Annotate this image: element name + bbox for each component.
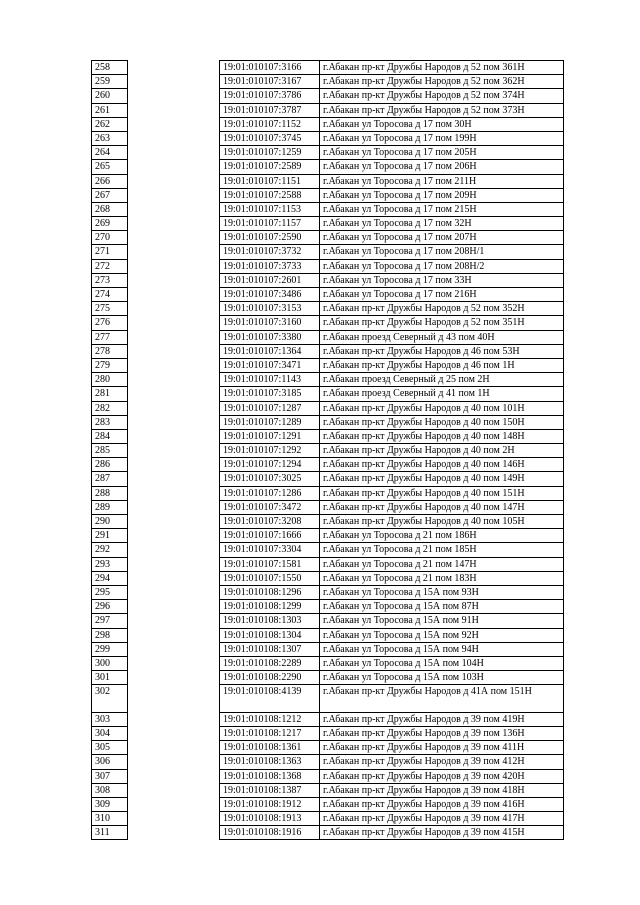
row-number-cell: 301 xyxy=(92,671,128,685)
row-number-cell: 258 xyxy=(92,61,128,75)
address-cell: г.Абакан ул Торосова д 21 пом 185Н xyxy=(320,543,564,557)
table-row xyxy=(92,103,564,117)
address-cell: г.Абакан ул Торосова д 17 пом 211Н xyxy=(320,174,564,188)
cadastral-number-cell: 19:01:010107:3745 xyxy=(220,131,320,145)
row-number-cell: 272 xyxy=(92,259,128,273)
table-row xyxy=(92,302,564,316)
table-row xyxy=(92,741,564,755)
address-cell: г.Абакан ул Торосова д 15А пом 93Н xyxy=(320,585,564,599)
row-number-cell: 275 xyxy=(92,302,128,316)
row-number-cell: 293 xyxy=(92,557,128,571)
row-number-cell: 310 xyxy=(92,812,128,826)
table-row xyxy=(92,316,564,330)
row-number-cell: 287 xyxy=(92,472,128,486)
table-row xyxy=(92,387,564,401)
empty-cell xyxy=(128,75,220,89)
row-number-cell: 267 xyxy=(92,188,128,202)
row-number-cell: 274 xyxy=(92,288,128,302)
address-cell: г.Абакан ул Торосова д 15А пом 104Н xyxy=(320,656,564,670)
row-number-cell: 311 xyxy=(92,826,128,840)
cadastral-number-cell: 19:01:010108:1368 xyxy=(220,769,320,783)
address-cell: г.Абакан пр-кт Дружбы Народов д 40 пом 105Н xyxy=(320,515,564,529)
cadastral-number-cell: 19:01:010107:3304 xyxy=(220,543,320,557)
address-cell: г.Абакан пр-кт Дружбы Народов д 52 пом 362Н xyxy=(320,75,564,89)
empty-cell xyxy=(128,131,220,145)
empty-cell xyxy=(128,642,220,656)
cadastral-number-cell: 19:01:010108:1307 xyxy=(220,642,320,656)
address-cell: г.Абакан пр-кт Дружбы Народов д 41А пом 151Н xyxy=(320,685,564,713)
address-cell: г.Абакан пр-кт Дружбы Народов д 39 пом 416Н xyxy=(320,797,564,811)
cadastral-number-cell: 19:01:010108:1296 xyxy=(220,585,320,599)
empty-cell xyxy=(128,529,220,543)
table-row xyxy=(92,557,564,571)
address-cell: г.Абакан ул Торосова д 17 пом 199Н xyxy=(320,131,564,145)
row-number-cell: 266 xyxy=(92,174,128,188)
row-number-cell: 304 xyxy=(92,726,128,740)
empty-cell xyxy=(128,472,220,486)
address-cell: г.Абакан ул Торосова д 21 пом 183Н xyxy=(320,571,564,585)
address-cell: г.Абакан ул Торосова д 17 пом 215Н xyxy=(320,202,564,216)
address-cell: г.Абакан ул Торосова д 15А пом 103Н xyxy=(320,671,564,685)
row-number-cell: 296 xyxy=(92,600,128,614)
row-number-cell: 262 xyxy=(92,117,128,131)
empty-cell xyxy=(128,160,220,174)
empty-cell xyxy=(128,330,220,344)
address-cell: г.Абакан ул Торосова д 21 пом 186Н xyxy=(320,529,564,543)
table-row xyxy=(92,273,564,287)
table-row xyxy=(92,259,564,273)
table-row xyxy=(92,373,564,387)
row-number-cell: 261 xyxy=(92,103,128,117)
cadastral-number-cell: 19:01:010108:1912 xyxy=(220,797,320,811)
empty-cell xyxy=(128,288,220,302)
empty-cell xyxy=(128,769,220,783)
table-body xyxy=(92,61,564,840)
table-row xyxy=(92,217,564,231)
empty-cell xyxy=(128,117,220,131)
row-number-cell: 291 xyxy=(92,529,128,543)
address-cell: г.Абакан ул Торосова д 17 пом 209Н xyxy=(320,188,564,202)
empty-cell xyxy=(128,316,220,330)
table-row xyxy=(92,415,564,429)
cadastral-number-cell: 19:01:010107:1153 xyxy=(220,202,320,216)
address-cell: г.Абакан пр-кт Дружбы Народов д 39 пом 411Н xyxy=(320,741,564,755)
row-number-cell: 297 xyxy=(92,614,128,628)
cadastral-number-cell: 19:01:010107:1581 xyxy=(220,557,320,571)
table-row xyxy=(92,61,564,75)
address-cell: г.Абакан ул Торосова д 17 пом 208Н/1 xyxy=(320,245,564,259)
row-number-cell: 281 xyxy=(92,387,128,401)
table-row xyxy=(92,671,564,685)
table-row xyxy=(92,769,564,783)
empty-cell xyxy=(128,458,220,472)
row-number-cell: 279 xyxy=(92,358,128,372)
row-number-cell: 292 xyxy=(92,543,128,557)
address-cell: г.Абакан пр-кт Дружбы Народов д 40 пом 147Н xyxy=(320,500,564,514)
address-cell: г.Абакан пр-кт Дружбы Народов д 40 пом 2Н xyxy=(320,444,564,458)
empty-cell xyxy=(128,812,220,826)
row-number-cell: 302 xyxy=(92,685,128,713)
table-row xyxy=(92,401,564,415)
cadastral-number-cell: 19:01:010107:1152 xyxy=(220,117,320,131)
table-row xyxy=(92,174,564,188)
address-cell: г.Абакан пр-кт Дружбы Народов д 40 пом 146Н xyxy=(320,458,564,472)
table-row xyxy=(92,444,564,458)
address-cell: г.Абакан ул Торосова д 17 пом 30Н xyxy=(320,117,564,131)
table-row xyxy=(92,515,564,529)
row-number-cell: 309 xyxy=(92,797,128,811)
address-cell: г.Абакан ул Торосова д 15А пом 87Н xyxy=(320,600,564,614)
table-row xyxy=(92,188,564,202)
address-cell: г.Абакан ул Торосова д 17 пом 205Н xyxy=(320,146,564,160)
empty-cell xyxy=(128,273,220,287)
cadastral-number-cell: 19:01:010107:1292 xyxy=(220,444,320,458)
address-cell: г.Абакан пр-кт Дружбы Народов д 39 пом 420Н xyxy=(320,769,564,783)
address-cell: г.Абакан ул Торосова д 17 пом 33Н xyxy=(320,273,564,287)
empty-cell xyxy=(128,797,220,811)
empty-cell xyxy=(128,344,220,358)
address-cell: г.Абакан пр-кт Дружбы Народов д 46 пом 53Н xyxy=(320,344,564,358)
empty-cell xyxy=(128,444,220,458)
cadastral-number-cell: 19:01:010107:1289 xyxy=(220,415,320,429)
cadastral-number-cell: 19:01:010107:2590 xyxy=(220,231,320,245)
empty-cell xyxy=(128,783,220,797)
row-number-cell: 276 xyxy=(92,316,128,330)
cadastral-number-cell: 19:01:010107:3166 xyxy=(220,61,320,75)
table-row xyxy=(92,231,564,245)
cadastral-number-cell: 19:01:010108:1303 xyxy=(220,614,320,628)
address-cell: г.Абакан пр-кт Дружбы Народов д 40 пом 101Н xyxy=(320,401,564,415)
row-number-cell: 268 xyxy=(92,202,128,216)
cadastral-number-cell: 19:01:010107:3380 xyxy=(220,330,320,344)
empty-cell xyxy=(128,486,220,500)
table-row xyxy=(92,146,564,160)
table-row xyxy=(92,600,564,614)
table-row xyxy=(92,755,564,769)
address-cell: г.Абакан ул Торосова д 15А пом 94Н xyxy=(320,642,564,656)
table-row xyxy=(92,783,564,797)
empty-cell xyxy=(128,217,220,231)
cadastral-number-cell: 19:01:010107:3486 xyxy=(220,288,320,302)
row-number-cell: 271 xyxy=(92,245,128,259)
row-number-cell: 263 xyxy=(92,131,128,145)
table-row xyxy=(92,89,564,103)
table-row xyxy=(92,245,564,259)
cadastral-number-cell: 19:01:010107:3733 xyxy=(220,259,320,273)
cadastral-number-cell: 19:01:010107:1287 xyxy=(220,401,320,415)
cadastral-number-cell: 19:01:010108:1913 xyxy=(220,812,320,826)
empty-cell xyxy=(128,826,220,840)
empty-cell xyxy=(128,614,220,628)
empty-cell xyxy=(128,231,220,245)
address-cell: г.Абакан пр-кт Дружбы Народов д 52 пом 373Н xyxy=(320,103,564,117)
cadastral-number-cell: 19:01:010107:1259 xyxy=(220,146,320,160)
cadastral-number-cell: 19:01:010107:1291 xyxy=(220,429,320,443)
row-number-cell: 305 xyxy=(92,741,128,755)
cadastral-number-cell: 19:01:010108:1361 xyxy=(220,741,320,755)
table-row xyxy=(92,685,564,713)
row-number-cell: 307 xyxy=(92,769,128,783)
row-number-cell: 286 xyxy=(92,458,128,472)
empty-cell xyxy=(128,415,220,429)
table-row xyxy=(92,642,564,656)
cadastral-number-cell: 19:01:010107:2588 xyxy=(220,188,320,202)
address-cell: г.Абакан ул Торосова д 15А пом 91Н xyxy=(320,614,564,628)
empty-cell xyxy=(128,557,220,571)
table-row xyxy=(92,429,564,443)
cadastral-number-cell: 19:01:010107:1666 xyxy=(220,529,320,543)
table-row xyxy=(92,486,564,500)
table-row xyxy=(92,458,564,472)
cadastral-number-cell: 19:01:010107:1286 xyxy=(220,486,320,500)
table-row xyxy=(92,202,564,216)
row-number-cell: 282 xyxy=(92,401,128,415)
row-number-cell: 278 xyxy=(92,344,128,358)
cadastral-number-cell: 19:01:010108:1363 xyxy=(220,755,320,769)
row-number-cell: 273 xyxy=(92,273,128,287)
row-number-cell: 260 xyxy=(92,89,128,103)
cadastral-number-cell: 19:01:010108:2289 xyxy=(220,656,320,670)
row-number-cell: 269 xyxy=(92,217,128,231)
address-cell: г.Абакан ул Торосова д 17 пом 32Н xyxy=(320,217,564,231)
address-cell: г.Абакан пр-кт Дружбы Народов д 39 пом 417Н xyxy=(320,812,564,826)
cadastral-number-cell: 19:01:010107:1364 xyxy=(220,344,320,358)
cadastral-number-cell: 19:01:010107:3025 xyxy=(220,472,320,486)
empty-cell xyxy=(128,401,220,415)
table-row xyxy=(92,628,564,642)
empty-cell xyxy=(128,358,220,372)
table-row xyxy=(92,656,564,670)
row-number-cell: 259 xyxy=(92,75,128,89)
empty-cell xyxy=(128,741,220,755)
address-cell: г.Абакан ул Торосова д 21 пом 147Н xyxy=(320,557,564,571)
address-cell: г.Абакан пр-кт Дружбы Народов д 39 пом 136Н xyxy=(320,726,564,740)
table-row xyxy=(92,500,564,514)
empty-cell xyxy=(128,103,220,117)
row-number-cell: 264 xyxy=(92,146,128,160)
cadastral-number-cell: 19:01:010107:3472 xyxy=(220,500,320,514)
table-row xyxy=(92,571,564,585)
cadastral-number-cell: 19:01:010107:3153 xyxy=(220,302,320,316)
cadastral-number-cell: 19:01:010107:3732 xyxy=(220,245,320,259)
table-row xyxy=(92,358,564,372)
cadastral-number-cell: 19:01:010108:2290 xyxy=(220,671,320,685)
address-cell: г.Абакан пр-кт Дружбы Народов д 46 пом 1Н xyxy=(320,358,564,372)
empty-cell xyxy=(128,685,220,713)
table-row xyxy=(92,472,564,486)
row-number-cell: 300 xyxy=(92,656,128,670)
cadastral-number-cell: 19:01:010107:3786 xyxy=(220,89,320,103)
cadastral-number-cell: 19:01:010107:2589 xyxy=(220,160,320,174)
cadastral-number-cell: 19:01:010107:1294 xyxy=(220,458,320,472)
cadastral-number-cell: 19:01:010107:3787 xyxy=(220,103,320,117)
cadastral-number-cell: 19:01:010107:2601 xyxy=(220,273,320,287)
empty-cell xyxy=(128,726,220,740)
empty-cell xyxy=(128,259,220,273)
table-row xyxy=(92,585,564,599)
empty-cell xyxy=(128,89,220,103)
address-cell: г.Абакан пр-кт Дружбы Народов д 39 пом 419Н xyxy=(320,712,564,726)
address-cell: г.Абакан пр-кт Дружбы Народов д 39 пом 415Н xyxy=(320,826,564,840)
cadastral-number-cell: 19:01:010108:1387 xyxy=(220,783,320,797)
cadastral-number-cell: 19:01:010108:4139 xyxy=(220,685,320,713)
table-row xyxy=(92,288,564,302)
row-number-cell: 299 xyxy=(92,642,128,656)
table-row xyxy=(92,131,564,145)
cadastral-number-cell: 19:01:010108:1299 xyxy=(220,600,320,614)
row-number-cell: 285 xyxy=(92,444,128,458)
empty-cell xyxy=(128,571,220,585)
address-cell: г.Абакан пр-кт Дружбы Народов д 52 пом 352Н xyxy=(320,302,564,316)
address-cell: г.Абакан пр-кт Дружбы Народов д 40 пом 150Н xyxy=(320,415,564,429)
table-row xyxy=(92,330,564,344)
empty-cell xyxy=(128,61,220,75)
cadastral-number-cell: 19:01:010107:3167 xyxy=(220,75,320,89)
row-number-cell: 270 xyxy=(92,231,128,245)
empty-cell xyxy=(128,302,220,316)
address-cell: г.Абакан ул Торосова д 17 пом 206Н xyxy=(320,160,564,174)
row-number-cell: 298 xyxy=(92,628,128,642)
empty-cell xyxy=(128,146,220,160)
address-cell: г.Абакан пр-кт Дружбы Народов д 40 пом 148Н xyxy=(320,429,564,443)
address-cell: г.Абакан пр-кт Дружбы Народов д 52 пом 361Н xyxy=(320,61,564,75)
address-cell: г.Абакан пр-кт Дружбы Народов д 52 пом 374Н xyxy=(320,89,564,103)
empty-cell xyxy=(128,500,220,514)
cadastral-number-cell: 19:01:010107:1550 xyxy=(220,571,320,585)
row-number-cell: 284 xyxy=(92,429,128,443)
empty-cell xyxy=(128,245,220,259)
empty-cell xyxy=(128,712,220,726)
empty-cell xyxy=(128,387,220,401)
cadastral-number-cell: 19:01:010107:3471 xyxy=(220,358,320,372)
address-cell: г.Абакан пр-кт Дружбы Народов д 52 пом 351Н xyxy=(320,316,564,330)
empty-cell xyxy=(128,515,220,529)
table-row xyxy=(92,812,564,826)
row-number-cell: 289 xyxy=(92,500,128,514)
cadastral-number-cell: 19:01:010108:1217 xyxy=(220,726,320,740)
empty-cell xyxy=(128,585,220,599)
address-cell: г.Абакан ул Торосова д 17 пом 208Н/2 xyxy=(320,259,564,273)
cadastral-number-cell: 19:01:010107:3185 xyxy=(220,387,320,401)
empty-cell xyxy=(128,628,220,642)
address-cell: г.Абакан проезд Северный д 43 пом 40Н xyxy=(320,330,564,344)
row-number-cell: 290 xyxy=(92,515,128,529)
row-number-cell: 303 xyxy=(92,712,128,726)
cadastral-number-cell: 19:01:010108:1304 xyxy=(220,628,320,642)
empty-cell xyxy=(128,600,220,614)
address-cell: г.Абакан проезд Северный д 41 пом 1Н xyxy=(320,387,564,401)
row-number-cell: 306 xyxy=(92,755,128,769)
cadastral-number-cell: 19:01:010107:1151 xyxy=(220,174,320,188)
row-number-cell: 283 xyxy=(92,415,128,429)
address-cell: г.Абакан пр-кт Дружбы Народов д 40 пом 149Н xyxy=(320,472,564,486)
cadastral-number-cell: 19:01:010108:1212 xyxy=(220,712,320,726)
empty-cell xyxy=(128,671,220,685)
table-row xyxy=(92,344,564,358)
empty-cell xyxy=(128,188,220,202)
row-number-cell: 294 xyxy=(92,571,128,585)
empty-cell xyxy=(128,174,220,188)
empty-cell xyxy=(128,656,220,670)
address-cell: г.Абакан пр-кт Дружбы Народов д 39 пом 418Н xyxy=(320,783,564,797)
row-number-cell: 280 xyxy=(92,373,128,387)
table-row xyxy=(92,797,564,811)
row-number-cell: 265 xyxy=(92,160,128,174)
table-row xyxy=(92,529,564,543)
cadastral-number-cell: 19:01:010107:3160 xyxy=(220,316,320,330)
table-row xyxy=(92,543,564,557)
cadastral-number-cell: 19:01:010108:1916 xyxy=(220,826,320,840)
table-row xyxy=(92,712,564,726)
table-row xyxy=(92,726,564,740)
row-number-cell: 308 xyxy=(92,783,128,797)
table-row xyxy=(92,117,564,131)
property-table xyxy=(91,60,564,840)
row-number-cell: 295 xyxy=(92,585,128,599)
empty-cell xyxy=(128,755,220,769)
empty-cell xyxy=(128,543,220,557)
address-cell: г.Абакан ул Торосова д 17 пом 207Н xyxy=(320,231,564,245)
address-cell: г.Абакан пр-кт Дружбы Народов д 39 пом 412Н xyxy=(320,755,564,769)
address-cell: г.Абакан проезд Северный д 25 пом 2Н xyxy=(320,373,564,387)
address-cell: г.Абакан ул Торосова д 15А пом 92Н xyxy=(320,628,564,642)
address-cell: г.Абакан пр-кт Дружбы Народов д 40 пом 151Н xyxy=(320,486,564,500)
table-row xyxy=(92,826,564,840)
row-number-cell: 288 xyxy=(92,486,128,500)
row-number-cell: 277 xyxy=(92,330,128,344)
cadastral-number-cell: 19:01:010107:3208 xyxy=(220,515,320,529)
table-row xyxy=(92,75,564,89)
empty-cell xyxy=(128,429,220,443)
table-row xyxy=(92,160,564,174)
cadastral-number-cell: 19:01:010107:1157 xyxy=(220,217,320,231)
cadastral-number-cell: 19:01:010107:1143 xyxy=(220,373,320,387)
address-cell: г.Абакан ул Торосова д 17 пом 216Н xyxy=(320,288,564,302)
table-row xyxy=(92,614,564,628)
empty-cell xyxy=(128,373,220,387)
empty-cell xyxy=(128,202,220,216)
